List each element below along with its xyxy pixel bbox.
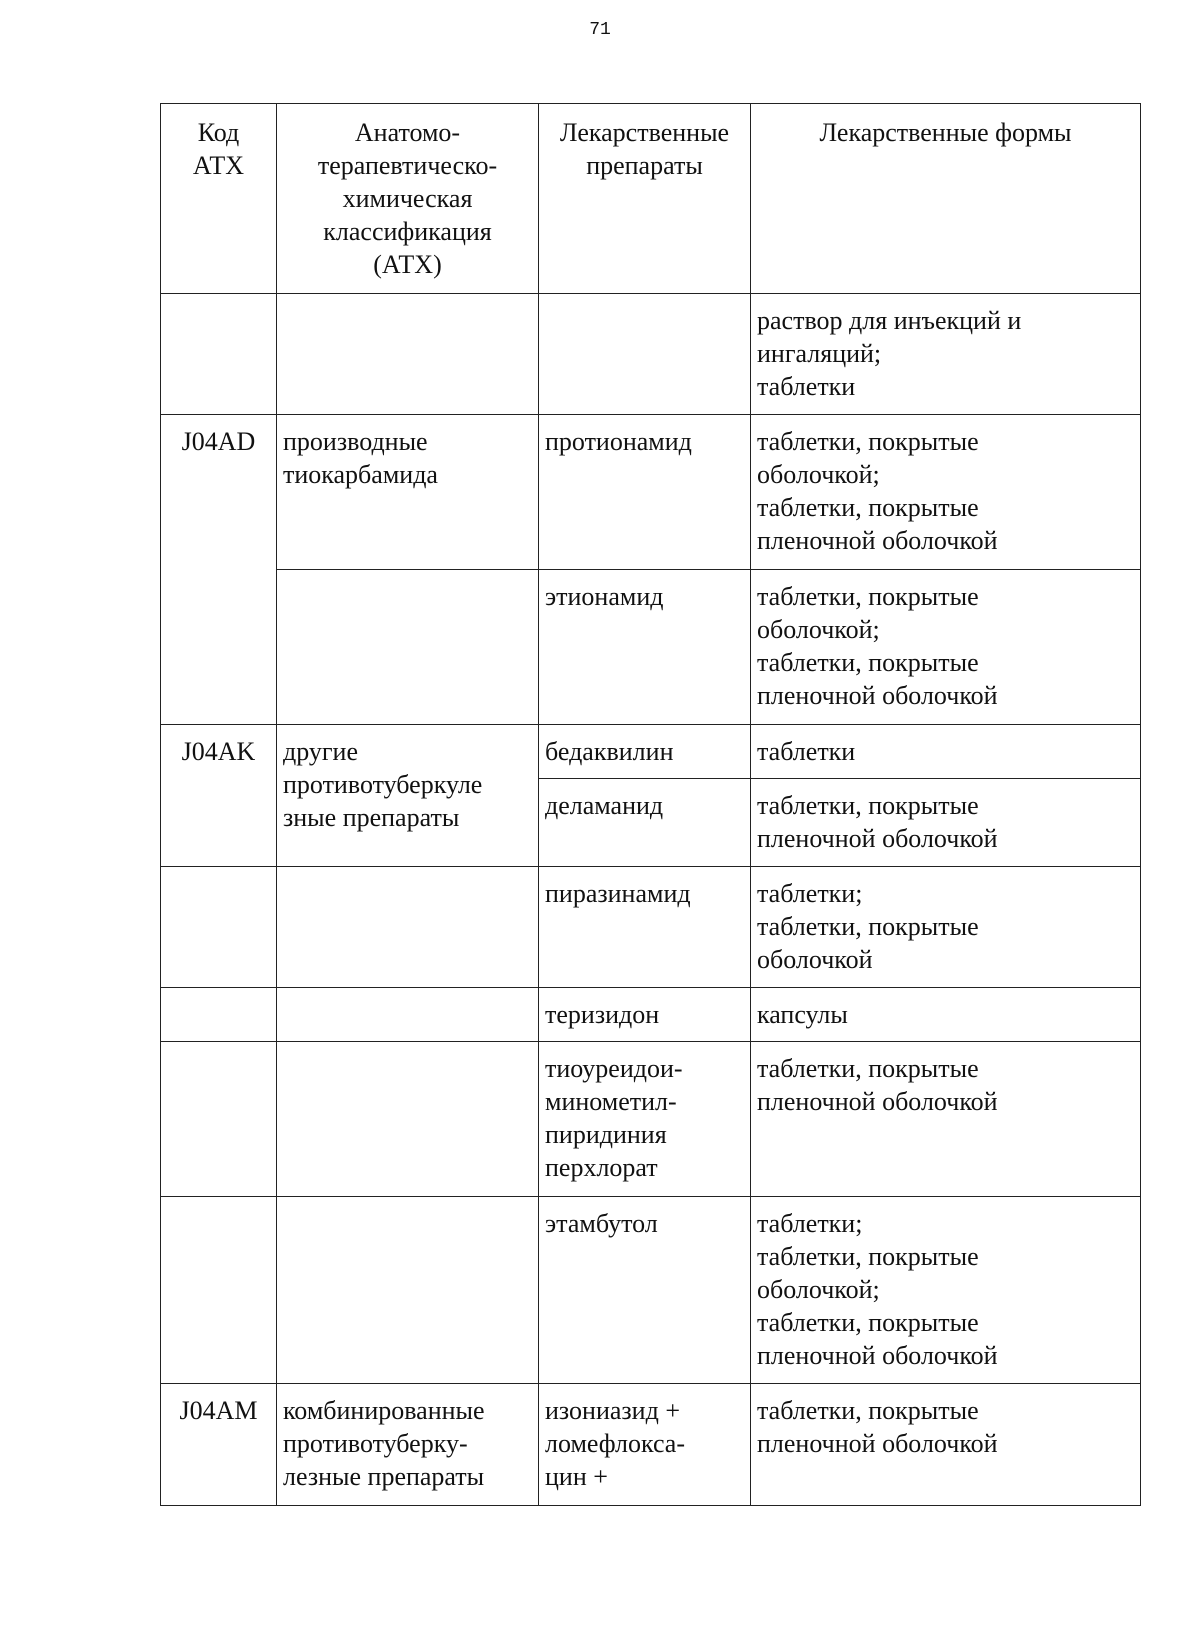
table-row: [161, 867, 1141, 988]
cell-code: J04AK: [161, 725, 277, 867]
cell-drug: этамбутол: [539, 1197, 751, 1384]
table-row: [161, 725, 1141, 779]
cell-forms: таблетки: [751, 725, 1141, 779]
cell-atc: [277, 988, 539, 1042]
cell-forms: таблетки, покрытые оболочкой; таблетки, покрытые пленочной оболочкой: [751, 570, 1141, 725]
table-row: [161, 570, 1141, 725]
cell-forms: таблетки; таблетки, покрытые оболочкой: [751, 867, 1141, 988]
cell-atc: [277, 570, 539, 725]
cell-forms: таблетки; таблетки, покрытые оболочкой; таблетки, покрытые пленочной оболочкой: [751, 1197, 1141, 1384]
cell-atc: [277, 294, 539, 415]
header-code: Код АТХ: [161, 104, 277, 294]
cell-atc: производные тиокарбамида: [277, 415, 539, 570]
table-row: [161, 415, 1141, 570]
cell-drug: пиразинамид: [539, 867, 751, 988]
header-drugs: Лекарственные препараты: [539, 104, 751, 294]
table-row: [161, 988, 1141, 1042]
cell-atc: [277, 1042, 539, 1197]
cell-forms: таблетки, покрытые оболочкой; таблетки, покрытые пленочной оболочкой: [751, 415, 1141, 570]
cell-forms: таблетки, покрытые пленочной оболочкой: [751, 779, 1141, 867]
cell-drug: протионамид: [539, 415, 751, 570]
table-row: [161, 1197, 1141, 1384]
cell-drug: тиоуреидои- минометил- пиридиния перхлорат: [539, 1042, 751, 1197]
cell-atc: комбинированные противотуберку- лезные препараты: [277, 1384, 539, 1506]
cell-drug: деламанид: [539, 779, 751, 867]
cell-forms: раствор для инъекций и ингаляций; таблетки: [751, 294, 1141, 415]
cell-atc: [277, 867, 539, 988]
header-forms: Лекарственные формы: [751, 104, 1141, 294]
cell-atc: [277, 1197, 539, 1384]
cell-code: [161, 1042, 277, 1197]
header-atc: Анатомо- терапевтическо- химическая классификация (АТХ): [277, 104, 539, 294]
cell-code: [161, 294, 277, 415]
page-number: 71: [589, 20, 611, 40]
cell-forms: таблетки, покрытые пленочной оболочкой: [751, 1042, 1141, 1197]
cell-code: [161, 1197, 277, 1384]
cell-code: J04AD: [161, 415, 277, 725]
cell-code: [161, 988, 277, 1042]
cell-drug: бедаквилин: [539, 725, 751, 779]
table-header-row: [161, 104, 1141, 294]
cell-forms: таблетки, покрытые пленочной оболочкой: [751, 1384, 1141, 1506]
table-row: [161, 1384, 1141, 1506]
atc-drug-table: [160, 103, 1141, 1506]
cell-drug: [539, 294, 751, 415]
cell-forms: капсулы: [751, 988, 1141, 1042]
cell-drug: теризидон: [539, 988, 751, 1042]
table-row: [161, 1042, 1141, 1197]
table-row: [161, 294, 1141, 415]
cell-code: J04AM: [161, 1384, 277, 1506]
cell-atc: другие противотуберкуле зные препараты: [277, 725, 539, 867]
cell-code: [161, 867, 277, 988]
cell-drug: этионамид: [539, 570, 751, 725]
cell-drug: изониазид + ломефлокса- цин +: [539, 1384, 751, 1506]
